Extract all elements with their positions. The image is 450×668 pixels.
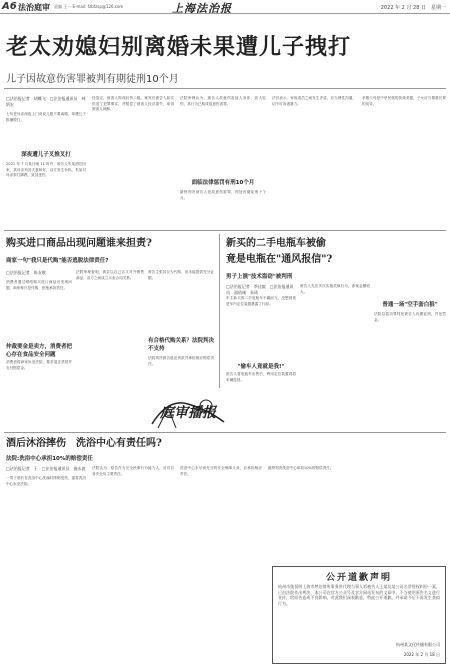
story2-byline: □法治报记者 陈友敬 <box>6 270 46 275</box>
lead-col1a: 七旬老母亲深夜上门劝说儿媳不要离婚，却遭儿子推搡殴打。 <box>6 112 86 122</box>
story2-col3b: 法院判决被告退还货款并承担相应赔偿责任。 <box>148 356 214 366</box>
lead-rule <box>4 88 446 89</box>
story3-subtitle-2: 男子上演"技术盗窃"被判刑 <box>226 274 293 280</box>
courtroom-illustration <box>148 388 228 430</box>
lead-byline: □法治报记者 胡蝶飞 □法治报通讯员 林炳宏 <box>6 96 86 107</box>
story4-col1: 一男子酒后在洗浴中心洗澡时摔倒受伤，遂将洗浴中心诉至法院。 <box>6 476 86 486</box>
story2-col2: 法院审理查明，被告以自己名义对外销售商品，双方之间成立买卖合同关系。 <box>76 270 144 280</box>
story2-subhead-2: 有合格代购关系？法院判决不支持 <box>148 338 215 352</box>
lead-subhead-2: 面临法律惩罚有刑10个月 <box>191 180 255 186</box>
story3-headline: 新买的二手电瓶车被偷 <box>226 238 326 249</box>
lead-col2: 经鉴定，被害人构成轻伤二级。案发后被告人如实供述了犯罪事实，并赔偿了被害人经济损失，取得被害人谅解。 <box>92 96 174 112</box>
story2-headline: 购买进口商品出现问题谁来担责? <box>6 238 152 249</box>
story3-byline: □法治报记者 季佳毅 □法治报通讯员 邵依刚 朱琦 <box>226 284 294 295</box>
lead-col4: 法官表示，家庭成员之间发生矛盾，应当理性沟通，切不可诉诸暴力。 <box>272 96 356 106</box>
section-name: 法治庭审 <box>18 3 50 12</box>
lead-col1b: 2021 年 7 月某日晚 11 时许，被告人朱某酒后回家，其母亲劝其夫妻和好，双方发生争执，朱某对母亲拳打脚踢，致其受伤。 <box>6 162 86 178</box>
story2-col3a: 被告主张其仅为代购，但未能提供充分证据。 <box>148 270 214 280</box>
notice-signature: 杭州某文化传播有限公司 <box>396 642 440 647</box>
story2-col1a: 消费者通过网络购买进口商品后发现问题，商家称只是代购，拒绝承担责任。 <box>6 280 72 290</box>
story2-subtitle: 商家一句"我只是代购"能否逃脱法律责任? <box>6 258 109 264</box>
lead-headline: 老太劝媳妇别离婚未果遭儿子拽打 <box>6 34 352 60</box>
story3-subtitle: 竟是电瓶在"通风报信"? <box>226 254 333 265</box>
notice-body: 杭州市奥恒明上海市梦达律所事务所代理当事人诉被告人王某及某公司名誉侵权纠纷一案，已由法院作出判决，本公司在官方公众号及官方网站发布的文章中，不当使用原告名义进行宣传，给原告造成不良影响，对此我们深表歉意，特此公开道歉，并承诺今后不再发生类似行为。 <box>278 584 440 606</box>
story4-col4: 最终判决洗浴中心承担10%的赔偿责任。 <box>268 466 334 470</box>
story3-subhead-1: "偷车人竟就是我!" <box>237 364 285 370</box>
editor-meta: 责编 王一 E-mail: fzbfzsp@126.com <box>54 4 124 9</box>
illustration-caption: 庭审播报 <box>160 405 216 421</box>
page-number: A6 <box>2 1 17 12</box>
lead-subhead-1: 深夜遭儿子叉推叉打 <box>21 152 71 158</box>
story3-col1a: 车主新买的二手电瓶车不翼而飞，没想到竟是车内定位装置暴露了行踪。 <box>226 296 296 306</box>
story2-col1b: 消费者将商家诉至法院，要求退还货款并支付赔偿金。 <box>6 360 72 370</box>
section-rule-1 <box>4 230 446 231</box>
section-rule-2 <box>4 432 446 433</box>
lead-subtitle: 儿子因故意伤害罪被判有期徒刑10个月 <box>6 74 179 85</box>
notice-date: 2022 年 2 月 18 日 <box>403 652 440 657</box>
story2-subhead-1: 仲裁要金是卖方，消费者把心存在食品安全问题 <box>6 344 73 358</box>
masthead: 上海法治报 <box>172 2 232 15</box>
issue-date: 2022 年 2 月 28 日 星期一 <box>380 5 446 11</box>
lead-col3a: 法院审理认为，被告人故意伤害他人身体，致人轻伤，其行为已构成故意伤害罪。 <box>180 96 266 106</box>
story3-box-head: 普通一场"空手套白狼" <box>382 302 438 308</box>
story3-col3: 法院以盗窃罪判处被告人有期徒刑，并处罚金。 <box>374 312 446 322</box>
story4-byline: □法治报记者 王 □法治报通讯员 施永波 <box>6 466 86 471</box>
story3-col2: 被告人先后多次实施类似行为，涉案金额较大。 <box>300 284 370 294</box>
notice-title: 公开道歉声明 <box>325 573 392 583</box>
story4-col2: 法院认为，原告作为完全民事行为能力人，应对自身安全负主要责任。 <box>92 466 174 476</box>
story3-col1b: 被告人将电瓶车出售后，利用定位装置再将车辆盗回。 <box>226 372 296 382</box>
story4-col3: 洗浴中心未尽到充分的安全保障义务，应承担相应责任。 <box>180 466 262 476</box>
lead-col5: 孝敬父母是中华民族的传统美德，子女应当尊重长辈的劝导。 <box>362 96 446 106</box>
lead-col3b: 最终判决被告人犯故意伤害罪，判处有期徒刑十个月。 <box>180 190 266 200</box>
story4-subtitle: 法院:洗浴中心承担10%的赔偿责任 <box>6 456 93 462</box>
story4-headline: 酒后沐浴摔伤 洗浴中心有责任吗? <box>6 438 162 449</box>
